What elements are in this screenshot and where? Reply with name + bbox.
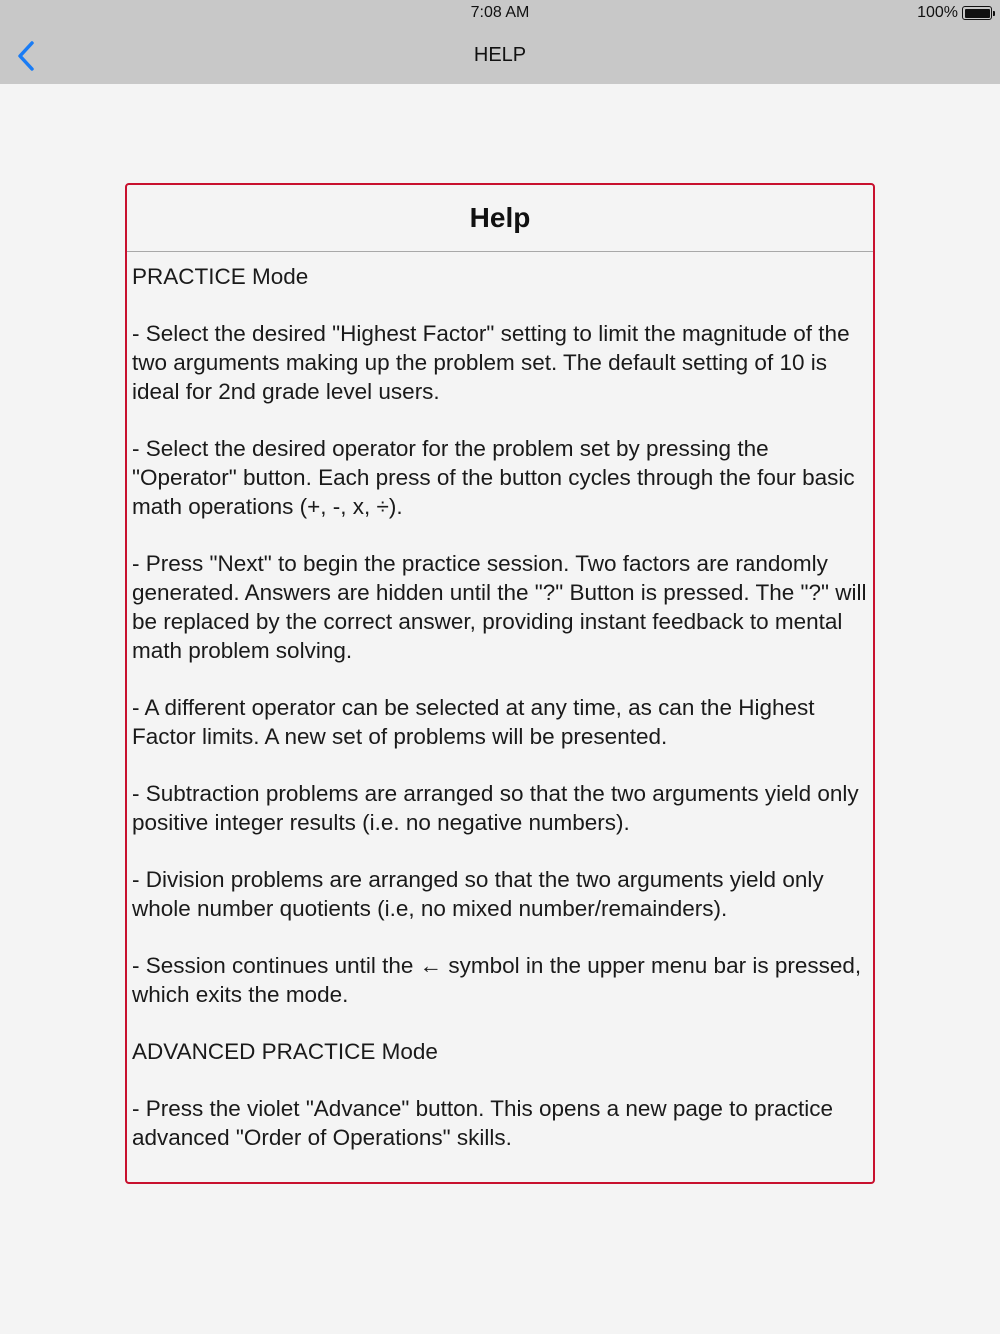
help-paragraph: - Press the violet "Advance" button. This opens a new page to practice advanced "Order of Operations" skills. (132, 1096, 833, 1150)
section-heading-advanced: ADVANCED PRACTICE Mode (132, 1039, 438, 1064)
help-paragraph: - Press "Next" to begin the practice session. Two factors are randomly generated. Answers are hidden until the "?" Button is pressed. The "?" will be replaced by the correct answer, providing instant feedback to mental math problem solving. (132, 551, 867, 663)
help-paragraph: - Select the desired "Highest Factor" setting to limit the magnitude of the two arguments making up the problem set. The default setting of 10 is ideal for 2nd grade level users. (132, 321, 850, 404)
help-card-title: Help (127, 185, 873, 252)
status-time: 7:08 AM (470, 4, 530, 21)
help-paragraph: - A different operator can be selected at any time, as can the Highest Factor limits. A new set of problems will be presented. (132, 695, 815, 749)
section-heading-practice: PRACTICE Mode (132, 264, 309, 289)
battery-percent: 100% (917, 4, 958, 21)
help-card (125, 183, 875, 1184)
page-title: HELP (473, 44, 527, 66)
help-text-area[interactable] (127, 252, 873, 1152)
battery-indicator (917, 4, 992, 22)
help-paragraph: - Select the desired operator for the problem set by pressing the "Operator" button. Each press of the button cycles through the four basic math operations (+, -, x, ÷). (132, 436, 855, 519)
battery-icon (962, 6, 992, 20)
help-paragraph: - Division problems are arranged so that the two arguments yield only whole number quotients (i.e, no mixed number/remainders). (132, 867, 824, 921)
status-bar (0, 0, 1000, 28)
navigation-bar (0, 28, 1000, 84)
help-paragraph: - Session continues until the ← symbol in the upper menu bar is pressed, which exits the mode. (132, 953, 862, 1007)
help-paragraph: - Subtraction problems are arranged so that the two arguments yield only positive integer results (i.e. no negative numbers). (132, 781, 859, 835)
